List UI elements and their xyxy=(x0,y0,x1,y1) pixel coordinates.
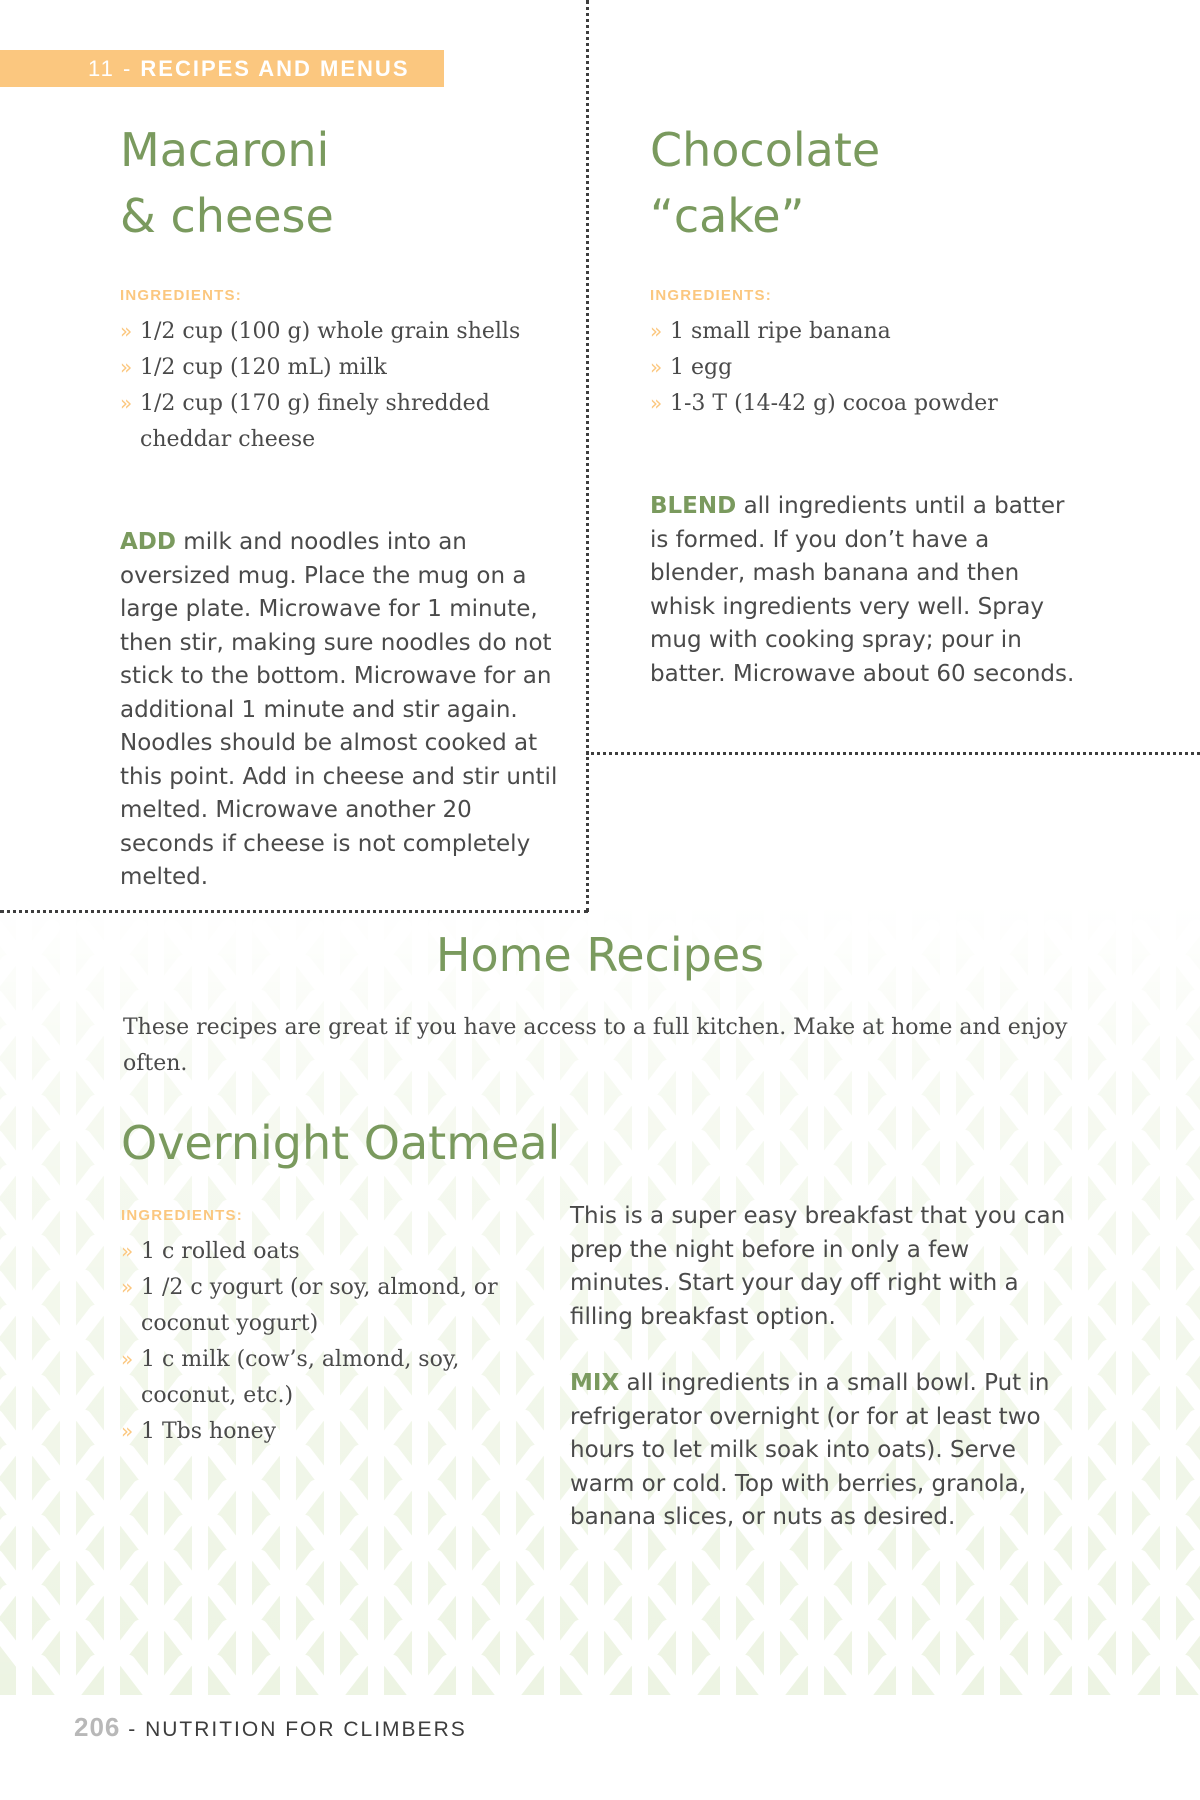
cake-title-line2: “cake” xyxy=(650,189,805,243)
chapter-title: RECIPES AND MENUS xyxy=(140,56,410,81)
bullet-icon: » xyxy=(120,391,133,415)
oatmeal-instructions xyxy=(570,1367,1070,1535)
mac-title-line2: & cheese xyxy=(120,189,334,243)
footer-book-title: NUTRITION FOR CLIMBERS xyxy=(145,1718,467,1741)
cake-ingredients-label: INGREDIENTS: xyxy=(650,287,772,304)
bullet-icon: » xyxy=(121,1239,134,1263)
bullet-icon: » xyxy=(120,355,133,379)
section-title: Home Recipes xyxy=(435,928,765,982)
section-intro: These recipes are great if you have access to a full kitchen. Make at home and enjoy often. xyxy=(123,1015,1068,1076)
mac-instructions xyxy=(120,526,570,895)
list-item: » 1 /2 c yogurt (or soy, almond, or coconut yogurt) xyxy=(121,1270,546,1342)
bullet-icon: » xyxy=(650,319,663,343)
cake-title xyxy=(650,117,880,249)
cake-instructions xyxy=(650,490,1090,691)
oatmeal-ingredients-list xyxy=(121,1234,546,1450)
frame-divider-bottom-right xyxy=(586,752,1200,755)
oatmeal-description: This is a super easy breakfast that you can prep the night before in only a few minutes. Start your day off right with a filling breakfast option. xyxy=(570,1203,1066,1330)
mac-title xyxy=(120,117,334,249)
oatmeal-ingredients-label: INGREDIENTS: xyxy=(121,1207,243,1224)
cake-ingredients-list xyxy=(650,314,1110,422)
bullet-icon: » xyxy=(650,355,663,379)
list-item: » 1 c milk (cow’s, almond, soy, coconut, etc.) xyxy=(121,1342,546,1414)
chapter-tab xyxy=(0,50,444,87)
page-footer xyxy=(74,1712,467,1743)
mac-instructions-text: milk and noodles into an oversized mug. Place the mug on a large plate. Microwave for 1 minute, then stir, making sure noodles do not stick to the bottom. Microwave for an additional 1 minute and stir again. Noodles should be almost cooked at this point. Add in cheese and stir until melted. Microwave another 20 seconds if cheese is not completely melted. xyxy=(120,529,558,890)
mac-ingredients-list xyxy=(120,314,560,458)
page-number: 206 xyxy=(74,1712,121,1742)
footer-separator: - xyxy=(120,1718,146,1741)
list-item: » 1/2 cup (100 g) whole grain shells xyxy=(120,314,560,350)
cake-instructions-text: all ingredients until a batter is formed. If you don’t have a blender, mash banana and then whisk ingredients very well. Spray mug with cooking spray; pour in batter. Microwave about 60 seconds. xyxy=(650,493,1075,687)
list-item: » 1 egg xyxy=(650,350,1110,386)
cake-title-line1: Chocolate xyxy=(650,123,881,177)
frame-divider-vertical xyxy=(586,0,589,912)
bullet-icon: » xyxy=(121,1347,134,1371)
chapter-heading xyxy=(88,56,410,82)
list-item: » 1 c rolled oats xyxy=(121,1234,546,1270)
bullet-icon: » xyxy=(120,319,133,343)
frame-divider-bottom-left xyxy=(0,910,588,913)
oatmeal-instructions-lead: MIX xyxy=(570,1370,620,1396)
bullet-icon: » xyxy=(121,1419,134,1443)
mac-title-line1: Macaroni xyxy=(120,123,330,177)
oatmeal-title: Overnight Oatmeal xyxy=(121,1116,561,1170)
list-item: » 1 small ripe banana xyxy=(650,314,1110,350)
oatmeal-instructions-text: all ingredients in a small bowl. Put in refrigerator overnight (or for at least two hours to let milk soak into oats). Serve warm or cold. Top with berries, granola, banana slices, or nuts as desired. xyxy=(570,1370,1050,1530)
list-item: » 1/2 cup (170 g) finely shredded cheddar cheese xyxy=(120,386,560,458)
bullet-icon: » xyxy=(121,1275,134,1299)
bullet-icon: » xyxy=(650,391,663,415)
list-item: » 1/2 cup (120 mL) milk xyxy=(120,350,560,386)
list-item: » 1-3 T (14-42 g) cocoa powder xyxy=(650,386,1110,422)
list-item: » 1 Tbs honey xyxy=(121,1414,546,1450)
chapter-number: 11 - xyxy=(88,56,141,81)
mac-ingredients-label: INGREDIENTS: xyxy=(120,287,242,304)
mac-instructions-lead: ADD xyxy=(120,529,176,555)
cake-instructions-lead: BLEND xyxy=(650,493,737,519)
